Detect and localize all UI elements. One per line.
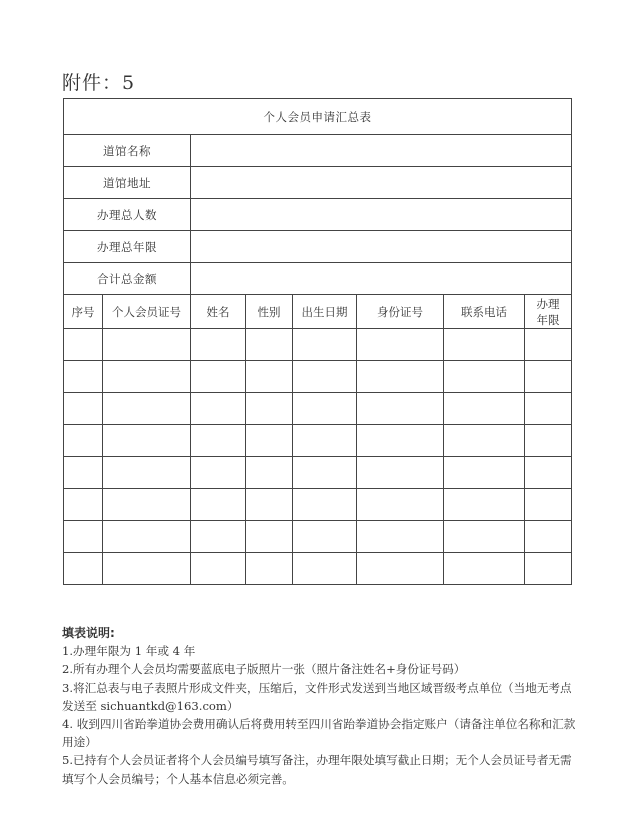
table-cell[interactable] bbox=[246, 329, 293, 361]
table-cell[interactable] bbox=[191, 425, 246, 457]
table-cell[interactable] bbox=[444, 553, 525, 585]
instruction-item: 1.办理年限为 1 年或 4 年 bbox=[62, 644, 196, 659]
table-cell[interactable] bbox=[293, 361, 357, 393]
instruction-item: 5.已持有个人会员证者将个人会员编号填写备注，办理年限处填写截止日期；无个人会员证号者无需填写个人会员编号；个人基本信息必须完善。 bbox=[62, 753, 572, 786]
table-cell[interactable] bbox=[191, 457, 246, 489]
table-cell[interactable] bbox=[525, 553, 572, 585]
table-cell[interactable] bbox=[444, 393, 525, 425]
table-cell[interactable] bbox=[246, 521, 293, 553]
table-row bbox=[64, 553, 572, 585]
info-row bbox=[64, 199, 572, 231]
table-cell[interactable] bbox=[103, 393, 191, 425]
column-header-row bbox=[64, 295, 572, 329]
table-cell[interactable] bbox=[525, 489, 572, 521]
table-cell[interactable] bbox=[525, 457, 572, 489]
table-cell[interactable] bbox=[293, 393, 357, 425]
instruction-item: 2.所有办理个人会员均需要蓝底电子版照片一张（照片备注姓名+身份证号码） bbox=[62, 662, 466, 677]
info-label: 道馆名称 bbox=[64, 135, 191, 167]
column-header: 办理年限 bbox=[525, 295, 572, 329]
info-label: 合计总金额 bbox=[64, 263, 191, 295]
table-cell[interactable] bbox=[103, 489, 191, 521]
info-value-field[interactable] bbox=[191, 263, 572, 295]
table-cell[interactable] bbox=[525, 329, 572, 361]
table-cell[interactable] bbox=[246, 553, 293, 585]
table-cell[interactable] bbox=[191, 393, 246, 425]
column-header: 联系电话 bbox=[444, 295, 525, 329]
table-cell[interactable] bbox=[293, 425, 357, 457]
table-cell[interactable] bbox=[293, 457, 357, 489]
table-cell[interactable] bbox=[444, 489, 525, 521]
table-cell[interactable] bbox=[64, 425, 103, 457]
instructions-title: 填表说明: bbox=[62, 626, 115, 640]
table-cell[interactable] bbox=[64, 521, 103, 553]
info-value-field[interactable] bbox=[191, 231, 572, 263]
table-cell[interactable] bbox=[293, 553, 357, 585]
table-cell[interactable] bbox=[64, 329, 103, 361]
column-header: 个人会员证号 bbox=[103, 295, 191, 329]
info-row bbox=[64, 135, 572, 167]
table-cell[interactable] bbox=[103, 425, 191, 457]
table-cell[interactable] bbox=[64, 457, 103, 489]
table-cell[interactable] bbox=[525, 361, 572, 393]
column-header: 姓名 bbox=[191, 295, 246, 329]
table-row bbox=[64, 489, 572, 521]
table-cell[interactable] bbox=[357, 425, 444, 457]
table-cell[interactable] bbox=[191, 521, 246, 553]
table-cell[interactable] bbox=[64, 361, 103, 393]
table-row bbox=[64, 425, 572, 457]
table-cell[interactable] bbox=[357, 489, 444, 521]
table-cell[interactable] bbox=[444, 521, 525, 553]
table-cell[interactable] bbox=[64, 489, 103, 521]
table-cell[interactable] bbox=[444, 329, 525, 361]
info-label: 办理总年限 bbox=[64, 231, 191, 263]
table-row bbox=[64, 457, 572, 489]
instruction-item: 3.将汇总表与电子表照片形成文件夹，压缩后，文件形式发送到当地区域晋级考点单位（当地无考点发送至 sichuantkd@163.com） bbox=[62, 680, 572, 713]
table-cell[interactable] bbox=[357, 393, 444, 425]
table-cell[interactable] bbox=[444, 361, 525, 393]
column-header: 序号 bbox=[64, 295, 103, 329]
table-cell[interactable] bbox=[357, 553, 444, 585]
table-cell[interactable] bbox=[293, 489, 357, 521]
table-cell[interactable] bbox=[103, 457, 191, 489]
column-header: 身份证号 bbox=[357, 295, 444, 329]
instructions bbox=[62, 624, 582, 788]
table-cell[interactable] bbox=[357, 521, 444, 553]
member-application-summary-table bbox=[63, 98, 572, 585]
table-cell[interactable] bbox=[191, 361, 246, 393]
info-row bbox=[64, 231, 572, 263]
info-value-field[interactable] bbox=[191, 199, 572, 231]
info-row bbox=[64, 167, 572, 199]
table-row bbox=[64, 329, 572, 361]
table-title: 个人会员申请汇总表 bbox=[64, 99, 572, 135]
table-cell[interactable] bbox=[103, 329, 191, 361]
table-cell[interactable] bbox=[103, 553, 191, 585]
info-value-field[interactable] bbox=[191, 135, 572, 167]
column-header: 出生日期 bbox=[293, 295, 357, 329]
table-cell[interactable] bbox=[293, 329, 357, 361]
table-cell[interactable] bbox=[357, 361, 444, 393]
table-cell[interactable] bbox=[525, 393, 572, 425]
attachment-label: 附件：5 bbox=[62, 72, 136, 94]
column-header: 性别 bbox=[246, 295, 293, 329]
instruction-item: 4. 收到四川省跆拳道协会费用确认后将费用转至四川省跆拳道协会指定账户（请备注单位名称和汇款用途） bbox=[62, 717, 576, 750]
table-cell[interactable] bbox=[246, 393, 293, 425]
table-cell[interactable] bbox=[357, 329, 444, 361]
table-cell[interactable] bbox=[525, 425, 572, 457]
info-label: 道馆地址 bbox=[64, 167, 191, 199]
table-row bbox=[64, 521, 572, 553]
info-row bbox=[64, 263, 572, 295]
table-cell[interactable] bbox=[357, 457, 444, 489]
info-label: 办理总人数 bbox=[64, 199, 191, 231]
table-row bbox=[64, 393, 572, 425]
info-value-field[interactable] bbox=[191, 167, 572, 199]
table-cell[interactable] bbox=[191, 553, 246, 585]
table-cell[interactable] bbox=[444, 457, 525, 489]
table-cell[interactable] bbox=[246, 457, 293, 489]
table-cell[interactable] bbox=[191, 489, 246, 521]
table-cell[interactable] bbox=[525, 521, 572, 553]
table-cell[interactable] bbox=[103, 361, 191, 393]
table-cell[interactable] bbox=[103, 521, 191, 553]
table-cell[interactable] bbox=[444, 425, 525, 457]
table-cell[interactable] bbox=[246, 425, 293, 457]
table-cell[interactable] bbox=[246, 489, 293, 521]
table-cell[interactable] bbox=[64, 553, 103, 585]
table-cell[interactable] bbox=[191, 329, 246, 361]
table-cell[interactable] bbox=[64, 393, 103, 425]
table-cell[interactable] bbox=[246, 361, 293, 393]
table-cell[interactable] bbox=[293, 521, 357, 553]
table-row bbox=[64, 361, 572, 393]
